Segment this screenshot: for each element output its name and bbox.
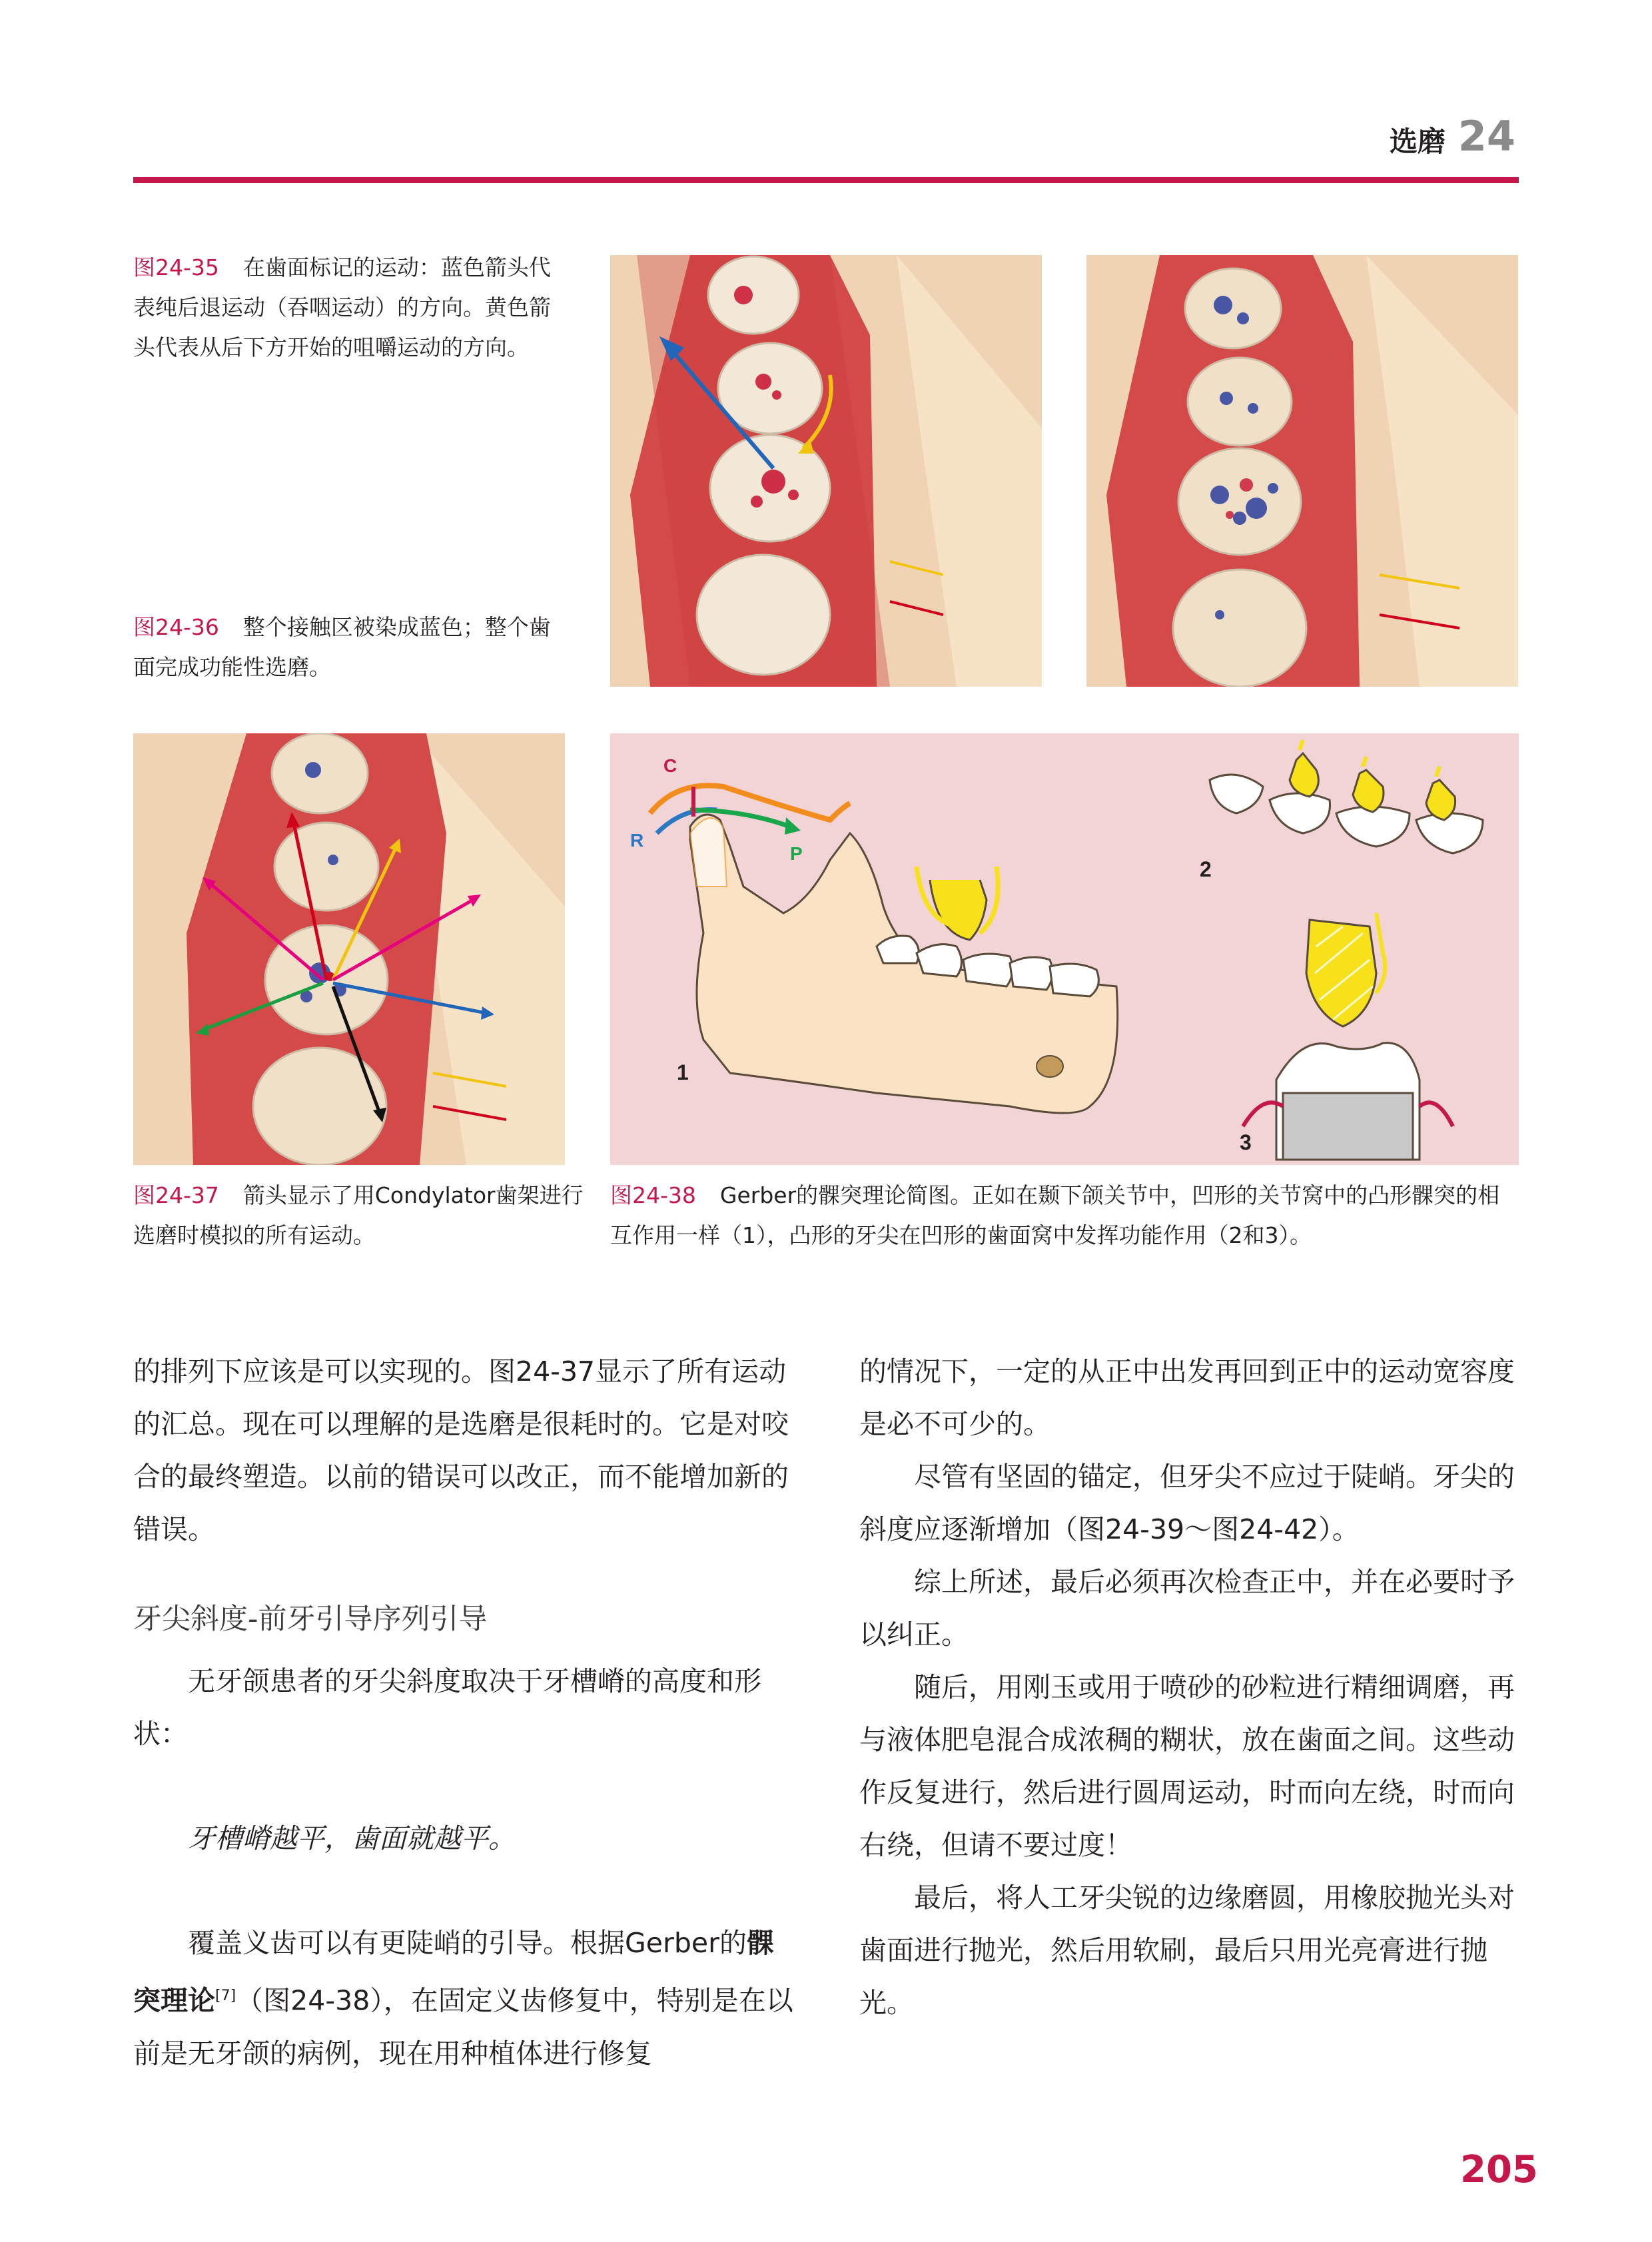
header-rule xyxy=(133,177,1519,183)
paragraph: 最后，将人工牙尖锐的边缘磨圆，用橡胶抛光头对歯面进行抛光，然后用软刷，最后只用光亮膏进行抛光。 xyxy=(859,1882,1515,2019)
paragraph: 的情况下，一定的从正中出发再回到正中的运动宽容度是必不可少的。 xyxy=(859,1355,1515,1440)
caption-fig-24-35 xyxy=(133,248,560,368)
paragraph: 尽管有坚固的锚定，但牙尖不应过于陡峭。牙尖的斜度应逐渐增加（图24-39～图24-42）。 xyxy=(859,1461,1515,1545)
quote: 牙槽嵴越平，歯面就越平。 xyxy=(188,1822,516,1854)
photo-fig-24-37 xyxy=(133,733,565,1165)
section-heading: 牙尖斜度-前牙引导序列引导 xyxy=(133,1603,488,1636)
label-1: 1 xyxy=(677,1060,689,1084)
label-r: R xyxy=(630,830,644,851)
diagram-fig-24-38 xyxy=(610,733,1519,1165)
chapter-number: 24 xyxy=(1457,112,1515,161)
caption-label: 图24-36 xyxy=(133,614,219,640)
caption-fig-24-38 xyxy=(610,1176,1519,1256)
caption-label: 图24-37 xyxy=(133,1182,219,1208)
paragraph: 综上所述，最后必须再次检查正中，并在必要时予以纠正。 xyxy=(859,1566,1515,1651)
caption-fig-24-36 xyxy=(133,607,560,687)
photo-fig-24-35 xyxy=(610,255,1042,687)
caption-text: Gerber的髁突理论简图。正如在颞下颌关节中，凹形的关节窝中的凸形髁突的相互作用一样（1），凸形的牙尖在凹形的歯面窝中发挥功能作用（2和3）。 xyxy=(610,1182,1500,1248)
paragraph-part: （图24-38），在固定义齿修复中，特别是在以前是无牙颌的病例，现在用种植体进行修复 xyxy=(133,1984,793,2069)
label-c: C xyxy=(663,755,677,776)
caption-label: 图24-38 xyxy=(610,1182,696,1208)
label-p: P xyxy=(790,843,803,864)
term-condylar-theory: 髁突理论 xyxy=(133,1927,774,2017)
label-2: 2 xyxy=(1200,857,1212,881)
paragraph: 无牙颌患者的牙尖斜度取决于牙槽嵴的高度和形状： xyxy=(133,1665,761,1750)
left-column xyxy=(133,1345,799,2080)
photo-fig-24-36 xyxy=(1086,255,1518,687)
caption-fig-24-37 xyxy=(133,1176,593,1256)
caption-text: 整个接触区被染成蓝色；整个歯面完成功能性选磨。 xyxy=(133,614,551,680)
paragraph: 的排列下应该是可以实现的。图24-37显示了所有运动的汇总。现在可以理解的是选磨是很耗时的。它是对咬合的最终塑造。以前的错误可以改正，而不能增加新的错误。 xyxy=(133,1355,789,1545)
caption-text: 在歯面标记的运动：蓝色箭头代表纯后退运动（吞咽运动）的方向。黄色箭头代表从后下方开始的咀嚼运动的方向。 xyxy=(133,254,551,360)
label-3: 3 xyxy=(1240,1130,1252,1154)
page-number: 205 xyxy=(1460,2148,1538,2191)
caption-text: 箭头显示了用Condylator歯架进行选磨时模拟的所有运动。 xyxy=(133,1182,584,1248)
paragraph: 随后，用刚玉或用于喷砂的砂粒进行精细调磨，再与液体肥皂混合成浓稠的糊状，放在歯面之间。这些动作反复进行，然后进行圆周运动，时而向左绕，时而向右绕，但请不要过度！ xyxy=(859,1671,1515,1861)
reference: [7] xyxy=(215,1988,236,2004)
chapter-title: 选磨 xyxy=(1389,125,1446,158)
paragraph xyxy=(133,1917,799,2080)
paragraph-part: 覆盖义齿可以有更陡峭的引导。根据Gerber的 xyxy=(188,1927,747,1959)
right-column xyxy=(859,1345,1519,2030)
caption-label: 图24-35 xyxy=(133,254,219,280)
